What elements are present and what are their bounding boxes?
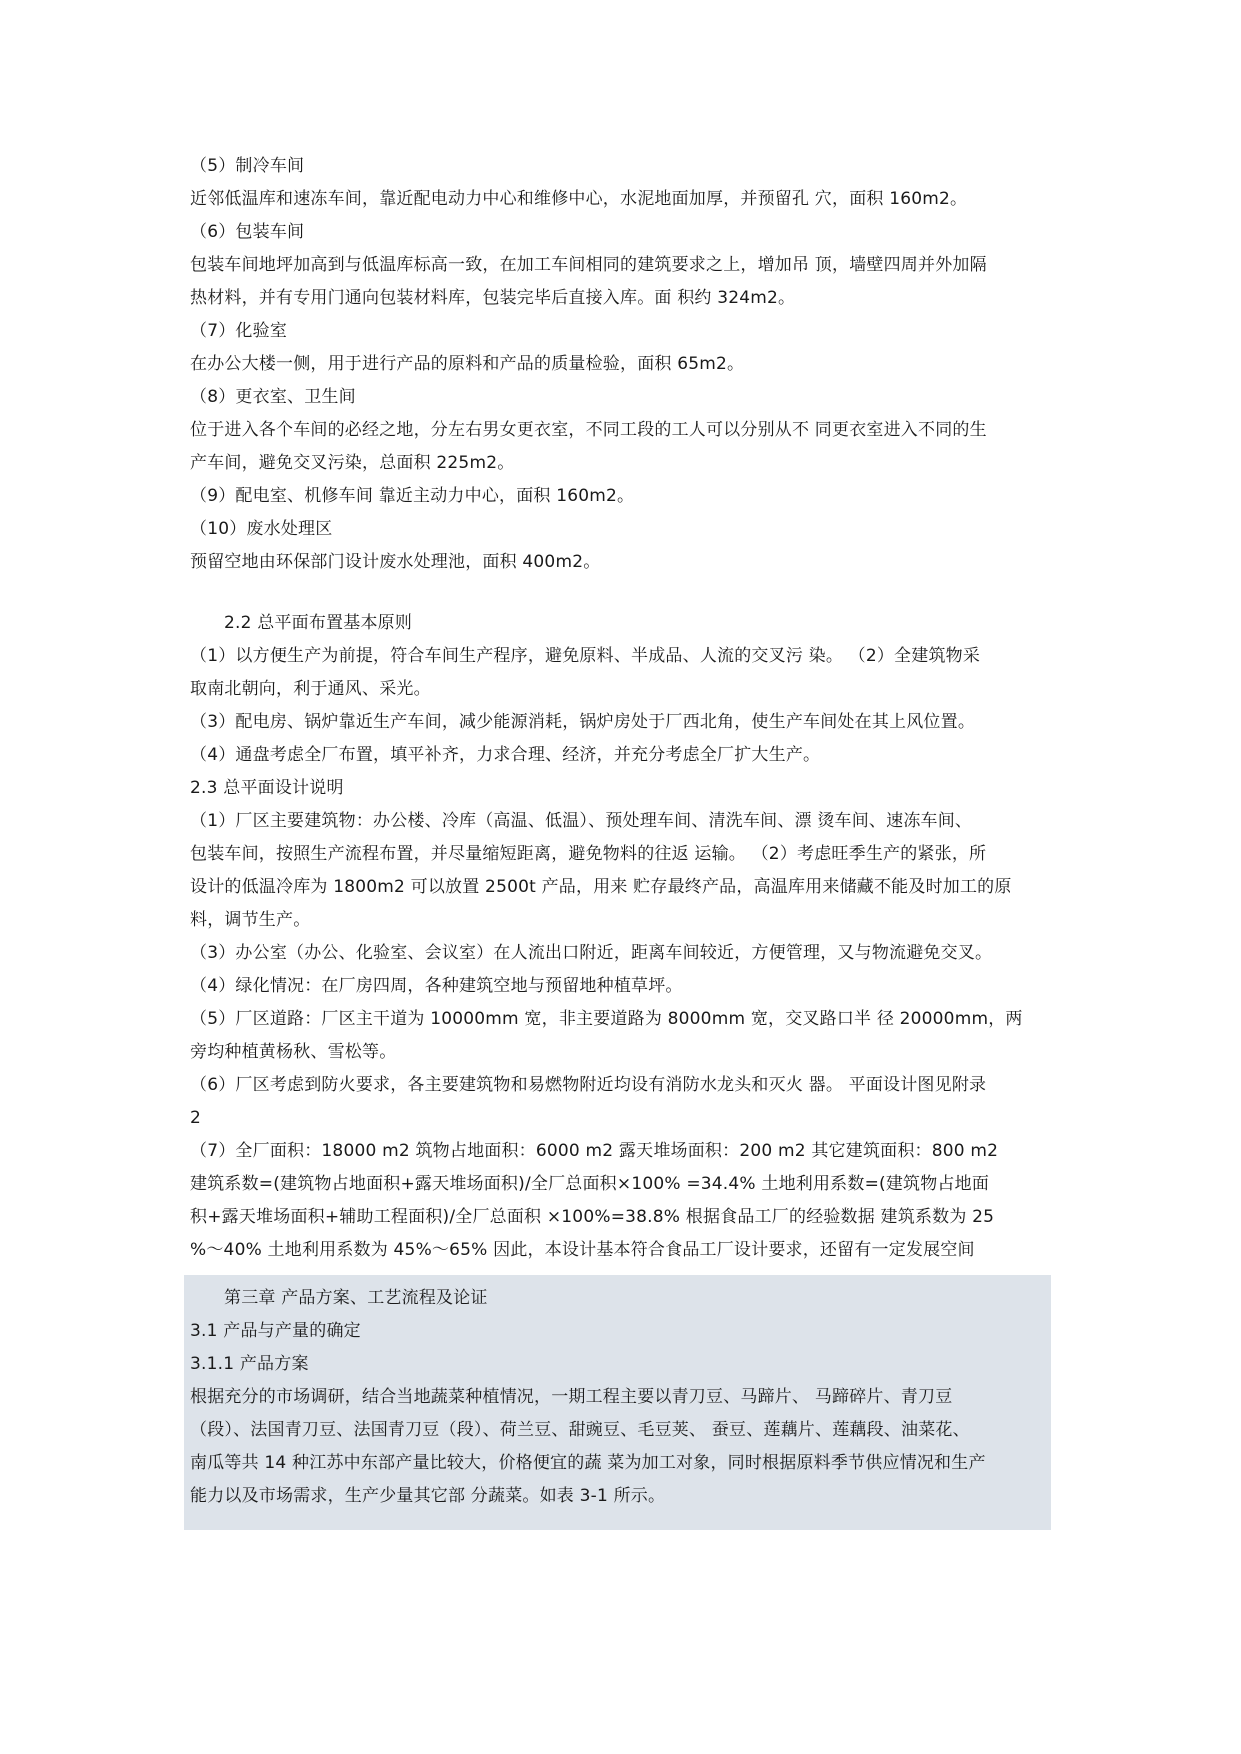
subsection-heading: （7）化验室 — [190, 321, 288, 341]
paragraph-line: 热材料，并有专用门通向包装材料库，包装完毕后直接入库。面 积约 324m2。 — [190, 288, 796, 308]
subsection-heading: 3.1.1 产品方案 — [190, 1354, 309, 1374]
paragraph-line: （7）全厂面积：18000 m2 筑物占地面积：6000 m2 露天堆场面积：200 m2 其它建筑面积：800 m2 — [190, 1141, 999, 1161]
paragraph-line: （3）办公室（办公、化验室、会议室）在人流出口附近，距离车间较近，方便管理，又与物流避免交叉。 — [190, 943, 993, 963]
paragraph-line: （6）厂区考虑到防火要求，各主要建筑物和易燃物附近均设有消防水龙头和灭火 器。 平面设计图见附录 — [190, 1075, 987, 1095]
section-heading: 2.2 总平面布置基本原则 — [224, 613, 413, 633]
paragraph-line: 建筑系数=(建筑物占地面积+露天堆场面积)/全厂总面积×100% =34.4% 土地利用系数=(建筑物占地面 — [190, 1174, 990, 1194]
paragraph-line: 能力以及市场需求，生产少量其它部 分蔬菜。如表 3-1 所示。 — [190, 1486, 666, 1506]
paragraph-line: 设计的低温冷库为 1800m2 可以放置 2500t 产品，用来 贮存最终产品，高温库用来储藏不能及时加工的原 — [190, 877, 1012, 897]
paragraph-line: 料，调节生产。 — [190, 910, 311, 930]
paragraph-line: （段）、法国青刀豆、法国青刀豆（段）、荷兰豆、甜豌豆、毛豆荚、 蚕豆、莲藕片、莲藕段、油菜花、 — [190, 1420, 970, 1440]
paragraph-line: （4）通盘考虑全厂布置，填平补齐，力求合理、经济，并充分考虑全厂扩大生产。 — [190, 745, 821, 765]
paragraph-line: （3）配电房、锅炉靠近生产车间，减少能源消耗，锅炉房处于厂西北角，使生产车间处在其上风位置。 — [190, 712, 976, 732]
paragraph-line: 根据充分的市场调研，结合当地蔬菜种植情况，一期工程主要以青刀豆、马蹄片、 马蹄碎片、青刀豆 — [190, 1387, 953, 1407]
subsection-heading: （5）制冷车间 — [190, 156, 305, 176]
subsection-heading: （8）更衣室、卫生间 — [190, 387, 356, 407]
paragraph-line: （1）厂区主要建筑物：办公楼、冷库（高温、低温）、预处理车间、清洗车间、漂 烫车间、速冻车间、 — [190, 811, 973, 831]
paragraph-line: （1）以方便生产为前提，符合车间生产程序，避免原料、半成品、人流的交叉污 染。 （2）全建筑物采 — [190, 646, 981, 666]
paragraph-line: 旁均种植黄杨秋、雪松等。 — [190, 1042, 397, 1062]
paragraph-line: （5）厂区道路：厂区主干道为 10000mm 宽，非主要道路为 8000mm 宽，交叉路口半 径 20000mm，两 — [190, 1009, 1023, 1029]
paragraph-line: 积+露天堆场面积+辅助工程面积)/全厂总面积 ×100%=38.8% 根据食品工厂的经验数据 建筑系数为 25 — [190, 1207, 995, 1227]
paragraph-line: 近邻低温库和速冻车间，靠近配电动力中心和维修中心，水泥地面加厚，并预留孔 穴，面积 160m2。 — [190, 189, 968, 209]
paragraph-line: （4）绿化情况：在厂房四周，各种建筑空地与预留地种植草坪。 — [190, 976, 683, 996]
paragraph-line: 包装车间地坪加高到与低温库标高一致，在加工车间相同的建筑要求之上，增加吊 顶，墙壁四周并外加隔 — [190, 255, 987, 275]
paragraph-line: 在办公大楼一侧，用于进行产品的原料和产品的质量检验，面积 65m2。 — [190, 354, 745, 374]
paragraph-line: 预留空地由环保部门设计废水处理池，面积 400m2。 — [190, 552, 601, 572]
chapter-heading: 第三章 产品方案、工艺流程及论证 — [224, 1288, 488, 1308]
paragraph-line: 南瓜等共 14 种江苏中东部产量比较大，价格便宜的蔬 菜为加工对象，同时根据原料季节供应情况和生产 — [190, 1453, 986, 1473]
paragraph-line: 2 — [190, 1108, 202, 1128]
paragraph-line: 取南北朝向，利于通风、采光。 — [190, 679, 431, 699]
section-heading: 2.3 总平面设计说明 — [190, 778, 344, 798]
paragraph-line: （9）配电室、机修车间 靠近主动力中心，面积 160m2。 — [190, 486, 635, 506]
paragraph-line: 位于进入各个车间的必经之地，分左右男女更衣室，不同工段的工人可以分别从不 同更衣室进入不同的生 — [190, 420, 987, 440]
paragraph-line: 产车间，避免交叉污染，总面积 225m2。 — [190, 453, 515, 473]
subsection-heading: （6）包装车间 — [190, 222, 305, 242]
paragraph-line: 包装车间，按照生产流程布置，并尽量缩短距离，避免物料的往返 运输。 （2）考虑旺季生产的紧张，所 — [190, 844, 987, 864]
section-heading: 3.1 产品与产量的确定 — [190, 1321, 361, 1341]
paragraph-line: %～40% 土地利用系数为 45%～65% 因此，本设计基本符合食品工厂设计要求，还留有一定发展空间 — [190, 1240, 975, 1260]
subsection-heading: （10）废水处理区 — [190, 519, 333, 539]
